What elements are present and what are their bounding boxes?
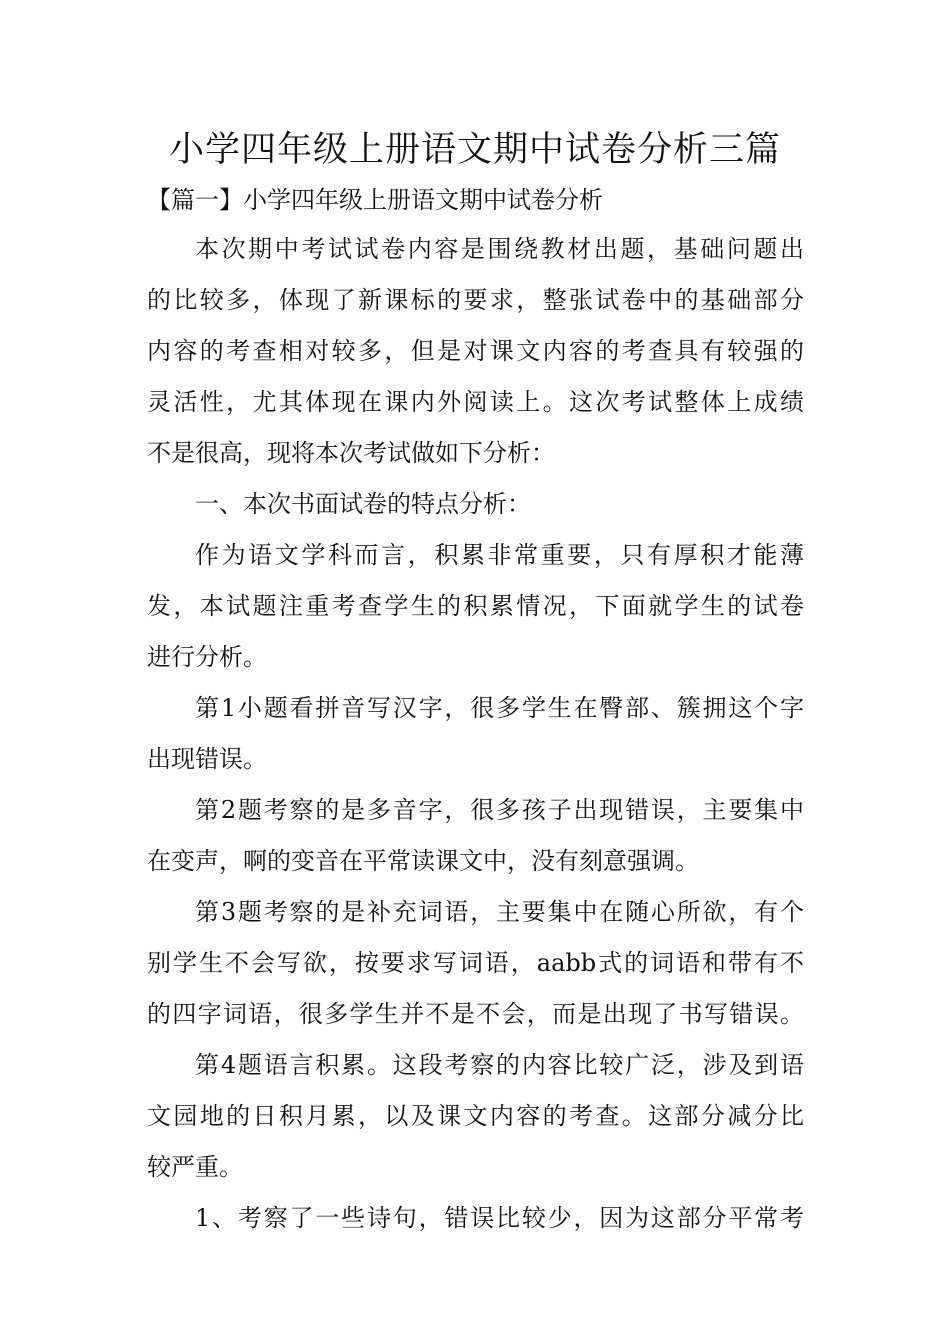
- paragraph-line: 第4题语言积累。这段考察的内容比较广泛，涉及到语: [195, 1051, 804, 1079]
- paragraph-line: 作为语文学科而言，积累非常重要，只有厚积才能薄: [195, 541, 804, 569]
- paragraph-line: 本次期中考试试卷内容是围绕教材出题，基础问题出: [195, 235, 804, 263]
- subheading-line: 一、本次书面试卷的特点分析：: [195, 490, 531, 518]
- paragraph-line: 出现错误。: [147, 745, 267, 773]
- paragraph-line: 较严重。: [147, 1153, 243, 1181]
- paragraph-line: 进行分析。: [147, 643, 267, 671]
- paragraph-line: 第2题考察的是多音字，很多孩子出现错误，主要集中: [195, 796, 804, 824]
- document-title: 小学四年级上册语文期中试卷分析三篇: [168, 130, 781, 170]
- paragraph-line: 文园地的日积月累，以及课文内容的考查。这部分减分比: [147, 1102, 804, 1130]
- section-heading: 【篇一】小学四年级上册语文期中试卷分析: [147, 186, 603, 214]
- paragraph-line: 的比较多，体现了新课标的要求，整张试卷中的基础部分: [147, 286, 804, 314]
- paragraph-line: 1、考察了一些诗句，错误比较少，因为这部分平常考: [195, 1204, 804, 1232]
- paragraph-line: 内容的考查相对较多，但是对课文内容的考查具有较强的: [147, 337, 804, 365]
- paragraph-line: 的四字词语，很多学生并不是不会，而是出现了书写错误。: [147, 1000, 804, 1028]
- paragraph-line: 别学生不会写欲，按要求写词语，aabb式的词语和带有不: [147, 949, 804, 977]
- paragraph-line: 灵活性，尤其体现在课内外阅读上。这次考试整体上成绩: [147, 388, 804, 416]
- paragraph-line: 第3题考察的是补充词语，主要集中在随心所欲，有个: [195, 898, 804, 926]
- paragraph-line: 在变声，啊的变音在平常读课文中，没有刻意强调。: [147, 847, 699, 875]
- paragraph-line: 第1小题看拼音写汉字，很多学生在臀部、簇拥这个字: [195, 694, 804, 722]
- paragraph-line: 不是很高，现将本次考试做如下分析：: [147, 439, 555, 467]
- paragraph-line: 发，本试题注重考查学生的积累情况，下面就学生的试卷: [147, 592, 804, 620]
